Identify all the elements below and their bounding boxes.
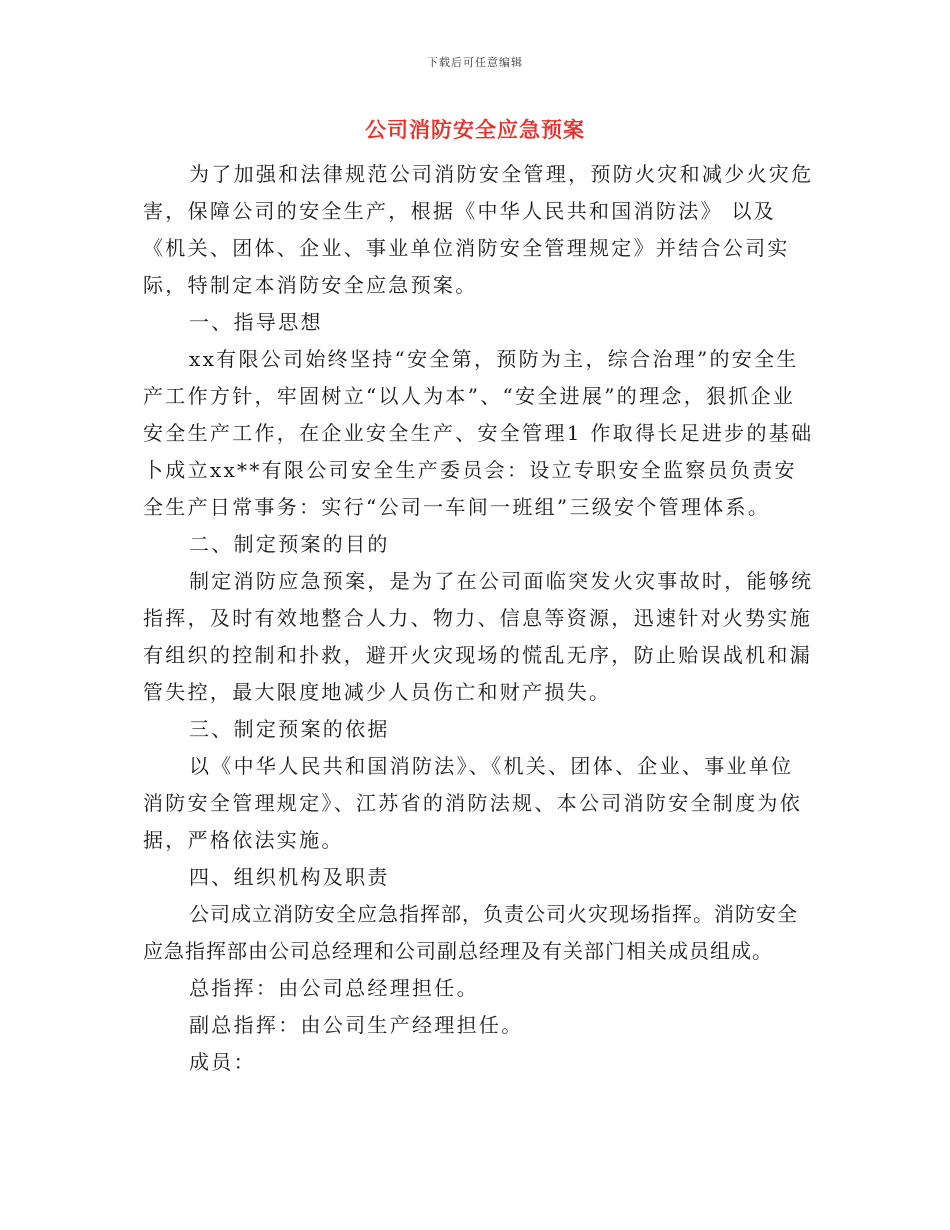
section-heading-guiding-ideology: 一、指导思想: [189, 310, 323, 334]
paragraph-basis: 以《中华人民共和国消防法》、《机关、团体、企业、事业单位消防安全管理规定》、江苏省的消防法规、本公司消防安全制度为依据，严格依法实施。: [143, 754, 802, 852]
document-body: [143, 156, 815, 1081]
section-heading-purpose: 二、制定预案的目的: [189, 532, 390, 556]
document-title: 公司消防安全应急预案: [365, 117, 585, 142]
line-members: 成员：: [189, 1050, 256, 1074]
paragraph-intro: 为了加强和法律规范公司消防安全管理，预防火灾和减少火灾危害，保障公司的安全生产，根据《中华人民共和国消防法》 以及《机关、团体、企业、事业单位消防安全管理规定》并结合公司实际，特制定本消防安全应急预案。: [143, 162, 814, 297]
paragraph-guiding-ideology: xx有限公司始终坚持“安全第，预防为主，综合治理”的安全生产工作方针，牢固树立“以人为本”、“安全进展”的理念，狠抓企业安全生产工作，在企业安全生产、安全管理1 作取得长足进步的基础卜成立xx**有限公司安全生产委员会：设立专职安全监察员负责安全生产日常事务：实行“公司一车间一班组”三级安个管理体系。: [143, 347, 814, 519]
line-deputy-commander: 副总指挥：由公司生产经理担任。: [189, 1013, 524, 1037]
paragraph-organization: 公司成立消防安全应急指挥部，负责公司火灾现场指挥。消防安全应急指挥部由公司总经理和公司副总经理及有关部门相关成员组成。: [143, 902, 798, 963]
paragraph-purpose: 制定消防应急预案，是为了在公司面临突发火灾事故时，能够统指挥，及时有效地整合人力、物力、信息等资源，迅速针对火势实施有组织的控制和扑救，避开火灾现场的慌乱无序，防止贻误战机和漏管失控，最大限度地减少人员伤亡和财产损失。: [143, 569, 814, 704]
section-heading-organization: 四、组织机构及职责: [189, 865, 390, 889]
header-note: 下载后可任意编辑: [427, 56, 523, 69]
section-heading-basis: 三、制定预案的依据: [189, 717, 390, 741]
line-commander: 总指挥：由公司总经理担任。: [189, 976, 479, 1000]
